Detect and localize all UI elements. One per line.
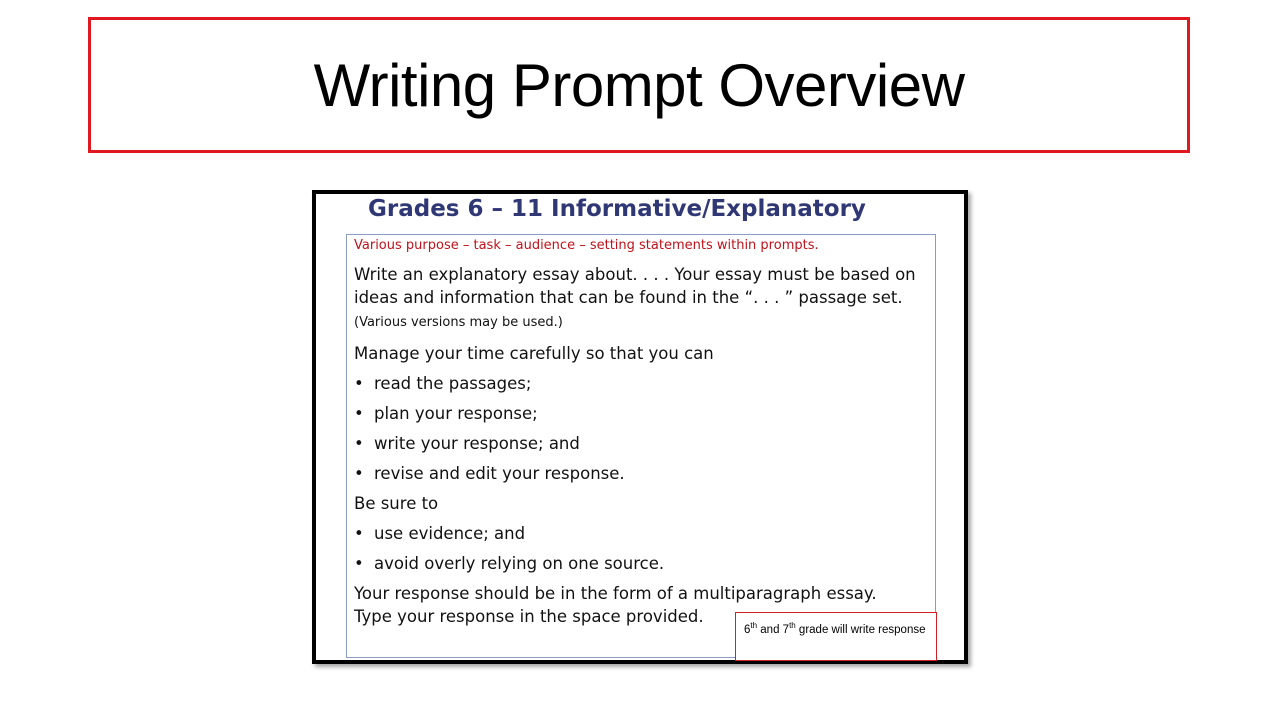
closing-line-2: Type your response in the space provided.: [354, 607, 704, 626]
bullet-icon: •: [354, 434, 364, 453]
prompt-screenshot-card: [312, 190, 968, 664]
bullet-text: revise and edit your response.: [374, 464, 625, 483]
bullet-text: plan your response;: [374, 404, 538, 423]
bullet-icon: •: [354, 554, 364, 573]
purpose-statement: Various purpose – task – audience – setting statements within prompts.: [354, 238, 819, 253]
grade-callout: [735, 612, 937, 661]
list-item: [354, 462, 926, 485]
list-item: [354, 552, 926, 575]
prompt-content: [354, 237, 926, 628]
list-item: [354, 402, 926, 425]
bullet-icon: •: [354, 404, 364, 423]
intro-paragraph: [354, 263, 926, 334]
bullet-icon: •: [354, 464, 364, 483]
slide-title: Writing Prompt Overview: [313, 51, 965, 119]
callout-sup2: th: [789, 621, 796, 630]
bullet-text: use evidence; and: [374, 524, 526, 543]
bullet-text: read the passages;: [374, 374, 532, 393]
prompt-heading: Grades 6 – 11 Informative/Explanatory: [368, 196, 866, 222]
intro-note: (Various versions may be used.): [354, 315, 563, 330]
callout-rest: grade will write response: [795, 623, 926, 636]
bullet-icon: •: [354, 374, 364, 393]
callout-sup1: th: [750, 621, 758, 630]
bullet-text: write your response; and: [374, 434, 580, 453]
title-frame: [88, 17, 1190, 153]
bullet-text: avoid overly relying on one source.: [374, 554, 665, 573]
callout-mid: and 7: [757, 623, 790, 636]
prompt-text-frame: [346, 234, 936, 658]
be-sure-line: Be sure to: [354, 494, 439, 513]
list-item: [354, 372, 926, 395]
list-item: [354, 432, 926, 455]
bullet-icon: •: [354, 524, 364, 543]
callout-num1: 6: [744, 623, 751, 636]
intro-main-text: Write an explanatory essay about. . . . Your essay must be based on ideas and information that can be found in the “. . . ” passage set.: [354, 265, 916, 307]
list-item: [354, 522, 926, 545]
closing-line-1: Your response should be in the form of a multiparagraph essay.: [354, 584, 877, 603]
manage-line: Manage your time carefully so that you can: [354, 344, 714, 363]
